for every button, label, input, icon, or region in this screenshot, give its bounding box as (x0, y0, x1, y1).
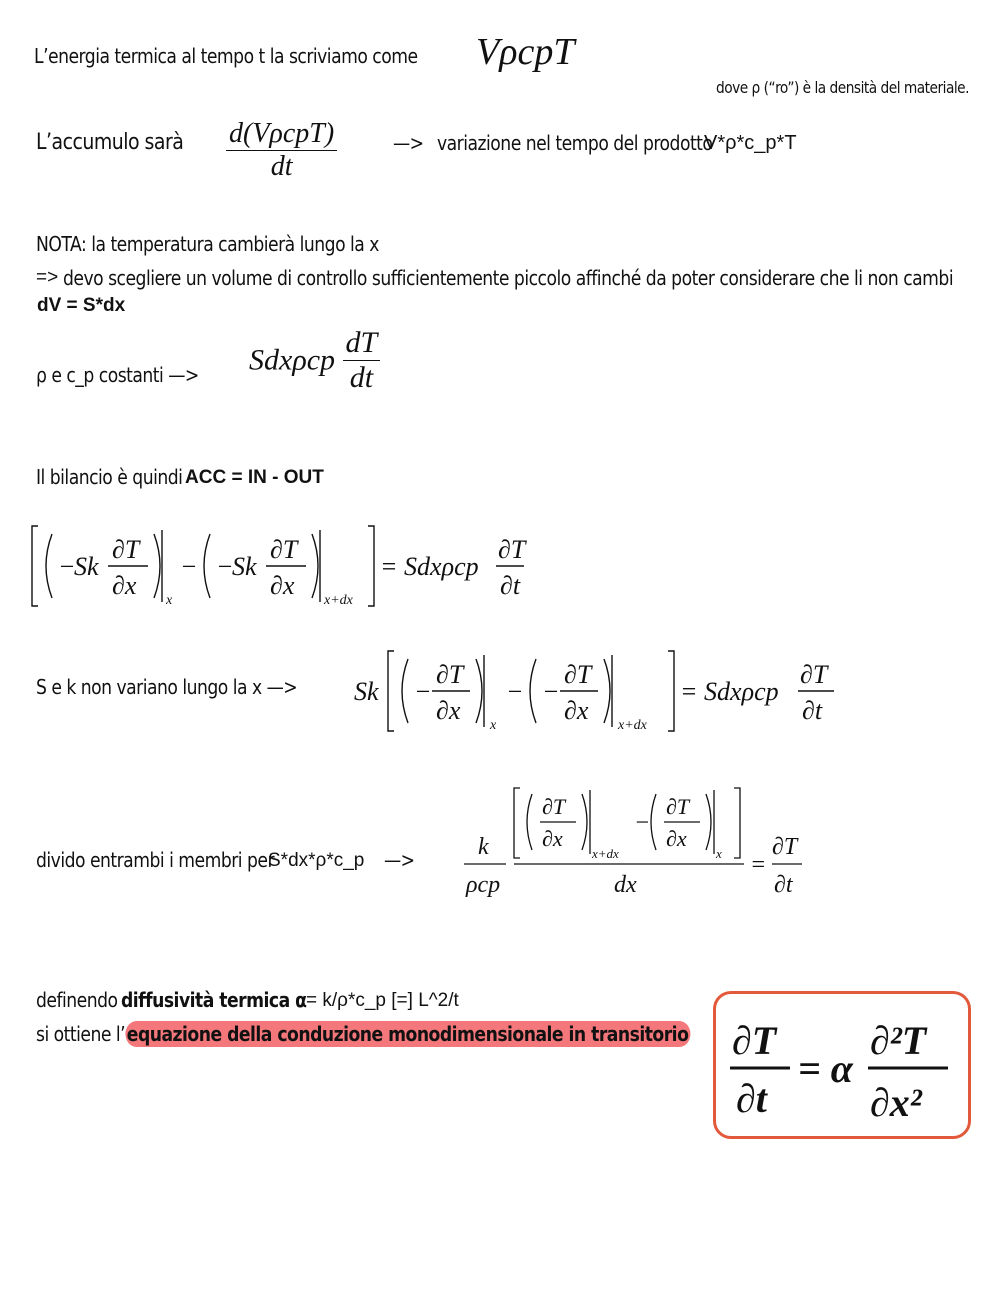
balance-equation-simplified (350, 645, 850, 737)
accumulation-arrow: —> (393, 131, 424, 155)
dT-rhs-3: ∂T (772, 834, 798, 860)
final-eq-alpha: = α (798, 1046, 853, 1091)
sub-xdx-3: x+dx (592, 846, 619, 861)
dT-6: ∂T (666, 794, 690, 819)
sk-3: Sk (354, 677, 379, 706)
result-label (36, 1022, 690, 1046)
rhocp-den: ρcp (466, 872, 501, 898)
bracket-left-3 (514, 788, 520, 858)
sk-2: Sk (232, 552, 257, 581)
constants-denominator: dt (349, 361, 374, 394)
sk-1: Sk (74, 552, 99, 581)
minus-7: − (634, 810, 651, 836)
nota-line-2: devo scegliere un volume di controllo sufficientemente piccolo affinché da poter considerare che li non cambi (63, 266, 954, 290)
accumulation-denominator: dt (270, 151, 293, 182)
final-lhs-den: ∂t (736, 1076, 767, 1121)
dT-5: ∂T (542, 794, 566, 819)
heat-equation (716, 994, 968, 1136)
minus-4: − (414, 677, 432, 706)
final-rhs-num: ∂²T (870, 1018, 927, 1063)
accumulation-product: V*ρ*c_p*T (704, 132, 797, 154)
paren-3-open (402, 659, 408, 723)
dx-den: dx (614, 872, 637, 898)
dT-2: ∂T (270, 535, 298, 564)
definition-label: definendo (36, 988, 118, 1012)
final-lhs-num: ∂T (732, 1018, 777, 1063)
minus-2: − (180, 552, 198, 581)
bracket-right-2 (668, 651, 674, 731)
minus-1: − (58, 552, 76, 581)
balance-label: Il bilancio è quindi (36, 465, 183, 489)
accumulation-label: L’accumulo sarà (36, 130, 184, 155)
paren-6-close (706, 794, 711, 850)
paren-1-open (46, 534, 52, 598)
volume-element: dV = S*dx (37, 295, 126, 316)
sub-x-3: x (716, 846, 722, 861)
minus-3: − (216, 552, 234, 581)
sub-xdx-1: x+dx (324, 593, 353, 608)
dT-1: ∂T (112, 535, 140, 564)
accumulation-numerator: d(VρcpT) (226, 118, 337, 151)
rhs-1: = Sdxρcp (380, 552, 479, 581)
energy-sentence: L’energia termica al tempo t la scriviamo come (34, 44, 418, 68)
diffusivity-definition: = k/ρ*c_p [=] L^2/t (306, 990, 459, 1011)
paren-6-open (651, 794, 656, 850)
bracket-left-2 (388, 651, 394, 731)
paren-3-close (476, 659, 482, 723)
dT-4: ∂T (564, 660, 592, 689)
dx-1: ∂x (112, 571, 137, 600)
balance-equation-full (28, 520, 538, 612)
paren-2-open (204, 534, 210, 598)
bracket-right (368, 526, 374, 606)
paren-4-open (530, 659, 536, 723)
balance-equation: ACC = IN - OUT (185, 467, 324, 488)
dx-4: ∂x (564, 696, 589, 725)
dT-rhs-2: ∂T (800, 660, 828, 689)
bracket-right-3 (734, 788, 740, 858)
dt-rhs-1: ∂t (500, 571, 521, 600)
sub-x-1: x (166, 593, 173, 608)
paren-2-close (312, 534, 318, 598)
nota-line-1: NOTA: la temperatura cambierà lungo la x (36, 232, 379, 256)
divide-by: S*dx*ρ*c_p (268, 850, 365, 871)
minus-5: − (506, 677, 524, 706)
highlighted-equation-name: equazione della conduzione monodimensionale in transitorio (126, 1022, 689, 1046)
k-num: k (478, 834, 489, 860)
paren-1-close (154, 534, 160, 598)
accumulation-formula (226, 118, 337, 183)
minus-6: − (542, 677, 560, 706)
dx-6: ∂x (666, 826, 687, 851)
diffusivity-term: diffusività termica α (121, 988, 307, 1012)
paren-5-close (582, 794, 587, 850)
divide-arrow: —> (384, 848, 415, 872)
density-note: dove ρ (“ro”) è la densità del materiale. (716, 78, 970, 97)
dT-3: ∂T (436, 660, 464, 689)
constants-formula (249, 326, 380, 395)
dt-rhs-3: ∂t (774, 872, 793, 898)
sub-xdx-2: x+dx (618, 718, 647, 733)
dT-rhs-1: ∂T (498, 535, 526, 564)
dx-5: ∂x (542, 826, 563, 851)
constants-numerator: dT (343, 326, 381, 361)
constants-formula-left: Sdxρcp (249, 343, 336, 377)
paren-5-open (527, 794, 532, 850)
dx-2: ∂x (270, 571, 295, 600)
divide-label: divido entrambi i membri per (36, 848, 275, 872)
rhs-2: = Sdxρcp (680, 677, 779, 706)
result-prefix: si ottiene l’ (36, 1022, 126, 1046)
divided-equation (460, 780, 810, 900)
sub-x-2: x (490, 718, 497, 733)
equals-3: = (750, 852, 767, 878)
nota-implies: => (36, 267, 59, 288)
sk-constant-label: S e k non variano lungo la x —> (36, 675, 298, 699)
paren-4-close (604, 659, 610, 723)
bracket-left (32, 526, 38, 606)
energy-formula: VρcpT (476, 31, 575, 73)
accumulation-desc: variazione nel tempo del prodotto (437, 131, 713, 155)
final-rhs-den: ∂x² (870, 1080, 922, 1125)
dt-rhs-2: ∂t (802, 696, 823, 725)
dx-3: ∂x (436, 696, 461, 725)
constants-label: ρ e c_p costanti —> (36, 363, 199, 387)
